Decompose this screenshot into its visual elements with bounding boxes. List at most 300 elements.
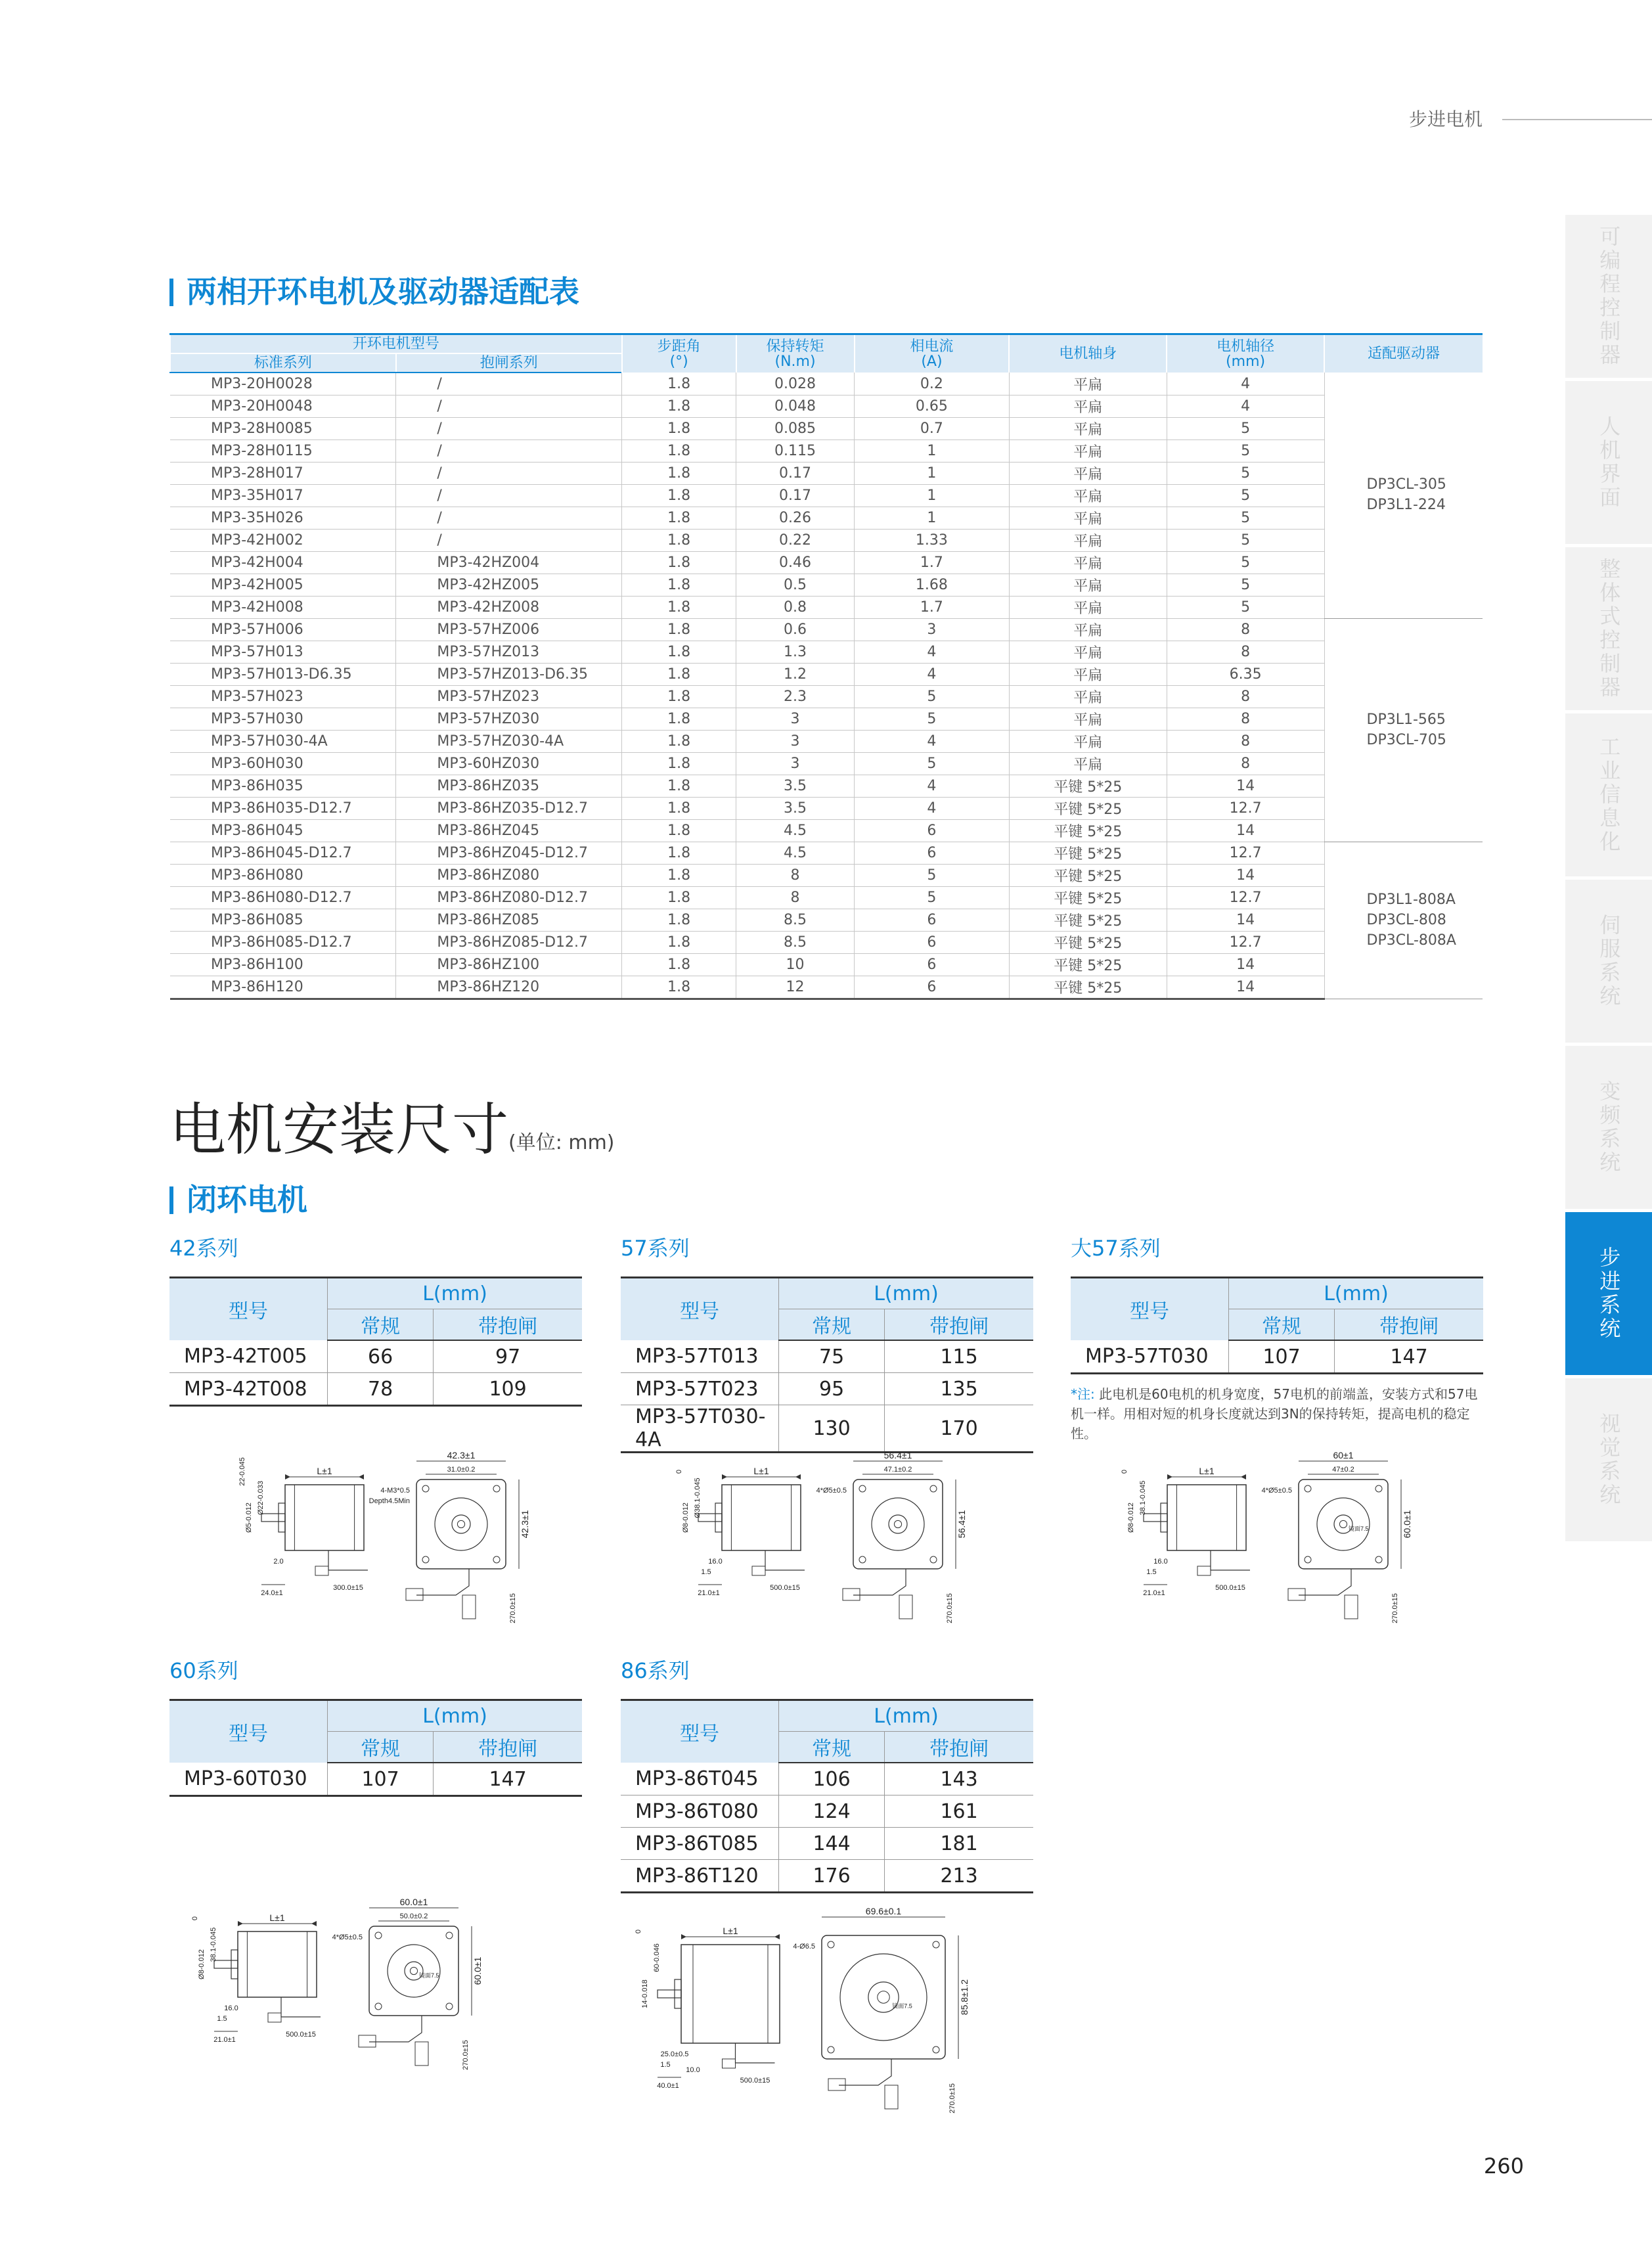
dimension-label: L±1 <box>723 1926 738 1936</box>
phase-current-cell: 1.7 <box>855 552 1010 574</box>
shaft-diameter-cell: 14 <box>1167 954 1324 976</box>
shaft-cell: 平键 5*25 <box>1009 954 1167 976</box>
brake-model-cell: MP3-86HZ035 <box>396 775 622 798</box>
brake-model-cell: / <box>396 395 622 418</box>
size-header-normal: 常规 <box>779 1309 885 1341</box>
driver-model: DP3L1-808A <box>1366 891 1456 908</box>
step-angle-cell: 1.8 <box>622 485 736 507</box>
shaft-diameter-cell: 5 <box>1167 574 1324 597</box>
phase-current-cell: 6 <box>855 820 1010 842</box>
shaft-diameter-cell: 14 <box>1167 820 1324 842</box>
header-driver: 适配驱动器 <box>1324 334 1483 373</box>
holding-torque-cell: 0.028 <box>736 373 855 395</box>
size-row <box>621 1340 1033 1373</box>
shaft-cell: 平键 5*25 <box>1009 865 1167 887</box>
shaft-cell: 平扁 <box>1009 507 1167 530</box>
header-step-angle: 步距角 (°) <box>622 334 736 373</box>
driver-model: DP3CL-705 <box>1366 731 1446 748</box>
motor-body-side <box>285 1485 364 1550</box>
sidenav-item-5[interactable]: 变频系统 <box>1565 1046 1652 1209</box>
dimension-label: 42.3±1 <box>447 1450 476 1460</box>
step-angle-cell: 1.8 <box>622 909 736 932</box>
compat-row <box>170 574 1483 597</box>
standard-model-cell: MP3-86H120 <box>170 976 396 999</box>
drawing-57-series <box>675 1450 983 1629</box>
size-brake-cell: 147 <box>434 1763 582 1796</box>
holding-torque-cell: 0.115 <box>736 440 855 463</box>
series-57-length-table <box>621 1276 1033 1453</box>
standard-model-cell: MP3-42H008 <box>170 597 396 619</box>
phase-current-cell: 1 <box>855 440 1010 463</box>
brake-model-cell: MP3-86HZ045 <box>396 820 622 842</box>
compat-row <box>170 664 1483 686</box>
dimension-label: Depth4.5Min <box>368 1497 410 1505</box>
size-header-brake: 带抱闸 <box>885 1309 1033 1341</box>
compat-row <box>170 373 1483 395</box>
size-normal-cell: 144 <box>779 1828 885 1860</box>
series-big57-title: 大57系列 <box>1071 1236 1161 1261</box>
holding-torque-cell: 10 <box>736 954 855 976</box>
dimension-label: 38.1-0.045 <box>210 1927 217 1962</box>
shaft-diameter-cell: 8 <box>1167 686 1324 708</box>
standard-model-cell: MP3-60H030 <box>170 753 396 775</box>
brake-model-cell: MP3-86HZ100 <box>396 954 622 976</box>
compat-row <box>170 440 1483 463</box>
shaft-diameter-cell: 5 <box>1167 463 1324 485</box>
size-header-model: 型号 <box>169 1700 328 1763</box>
page-header-title: 步进电机 <box>1408 108 1483 130</box>
step-angle-cell: 1.8 <box>622 775 736 798</box>
step-angle-cell: 1.8 <box>622 976 736 999</box>
drawing-42-series <box>238 1450 547 1629</box>
size-normal-cell: 106 <box>779 1763 885 1795</box>
size-header-brake: 带抱闸 <box>885 1732 1033 1763</box>
dimension-label: L±1 <box>1199 1466 1215 1476</box>
step-angle-cell: 1.8 <box>622 507 736 530</box>
motor-shaft <box>698 1514 722 1522</box>
holding-torque-cell: 8.5 <box>736 932 855 954</box>
holding-torque-cell: 2.3 <box>736 686 855 708</box>
dimension-label: 10.0 <box>686 2066 700 2074</box>
sidenav-item-0[interactable]: 可编程控制器 <box>1565 215 1652 378</box>
dimension-label: 2.0 <box>273 1558 284 1566</box>
shaft-cell: 平扁 <box>1009 440 1167 463</box>
phase-current-cell: 5 <box>855 708 1010 731</box>
compat-row <box>170 530 1483 552</box>
driver-model: DP3L1-224 <box>1366 497 1446 514</box>
phase-current-cell: 6 <box>855 909 1010 932</box>
phase-current-cell: 1 <box>855 485 1010 507</box>
compat-row <box>170 395 1483 418</box>
size-row <box>621 1795 1033 1828</box>
dimension-label: 40.0±1 <box>657 2082 679 2090</box>
drawing-86-series <box>634 1906 970 2115</box>
standard-model-cell: MP3-86H045-D12.7 <box>170 842 396 865</box>
brake-model-cell: MP3-60HZ030 <box>396 753 622 775</box>
sidenav-item-4[interactable]: 伺服系统 <box>1565 880 1652 1043</box>
dimension-label: Ø22-0.033 <box>257 1481 265 1515</box>
phase-current-cell: 1.33 <box>855 530 1010 552</box>
series-60-title: 60系列 <box>169 1658 238 1683</box>
compat-row <box>170 507 1483 530</box>
size-brake-cell: 143 <box>885 1763 1033 1795</box>
shaft-diameter-cell: 12.7 <box>1167 887 1324 909</box>
dimension-label: 4-M3*0.5 <box>380 1487 410 1495</box>
note-text: 此电机是60电机的机身宽度，57电机的前端盖，安装方式和57电机一样。用相对短的机身长度就达到3N的保持转矩，提高电机的稳定性。 <box>1071 1386 1478 1441</box>
phase-current-cell: 5 <box>855 865 1010 887</box>
dimension-label: 镜面7.5 <box>892 2002 912 2010</box>
shaft-cell: 平扁 <box>1009 686 1167 708</box>
compat-row <box>170 686 1483 708</box>
shaft-cell: 平扁 <box>1009 552 1167 574</box>
dimension-label: 22-0.045 <box>238 1457 246 1486</box>
shaft-diameter-cell: 14 <box>1167 775 1324 798</box>
dimension-label: 270.0±15 <box>1391 1593 1399 1623</box>
step-angle-cell: 1.8 <box>622 552 736 574</box>
compat-row <box>170 485 1483 507</box>
brake-model-cell: MP3-86HZ080 <box>396 865 622 887</box>
driver-model: DP3CL-305 <box>1366 476 1446 493</box>
shaft-cell: 平键 5*25 <box>1009 775 1167 798</box>
dimension-label: 85.8±1.2 <box>959 1979 970 2016</box>
series-60-length-table <box>169 1699 582 1797</box>
dimension-label: 镜面7.5 <box>419 1972 439 1979</box>
holding-torque-cell: 0.46 <box>736 552 855 574</box>
standard-model-cell: MP3-57H030-4A <box>170 731 396 753</box>
compat-row <box>170 619 1483 641</box>
step-angle-cell: 1.8 <box>622 619 736 641</box>
compat-row <box>170 731 1483 753</box>
phase-current-cell: 5 <box>855 686 1010 708</box>
dimension-label: 25.0±0.5 <box>660 2050 689 2058</box>
compat-row <box>170 798 1483 820</box>
dimension-label: 4*Ø5±0.5 <box>1261 1487 1292 1495</box>
shaft-diameter-cell: 8 <box>1167 619 1324 641</box>
brake-model-cell: / <box>396 440 622 463</box>
dimension-label: 42.3±1 <box>520 1510 530 1539</box>
brake-model-cell: MP3-86HZ045-D12.7 <box>396 842 622 865</box>
shaft-cell: 平键 5*25 <box>1009 909 1167 932</box>
holding-torque-cell: 8.5 <box>736 909 855 932</box>
brake-model-cell: / <box>396 530 622 552</box>
shaft-cell: 平扁 <box>1009 731 1167 753</box>
step-angle-cell: 1.8 <box>622 932 736 954</box>
phase-current-cell: 4 <box>855 664 1010 686</box>
phase-current-cell: 1 <box>855 463 1010 485</box>
header-phase-current: 相电流 (A) <box>855 334 1010 373</box>
sidenav-item-3[interactable]: 工业信息化 <box>1565 713 1652 876</box>
phase-current-cell: 6 <box>855 976 1010 999</box>
dimension-label: Ø8-0.012 <box>1127 1502 1135 1533</box>
shaft-diameter-cell: 5 <box>1167 597 1324 619</box>
standard-model-cell: MP3-42H005 <box>170 574 396 597</box>
header-shaft: 电机轴身 <box>1009 334 1167 373</box>
shaft-cell: 平扁 <box>1009 463 1167 485</box>
size-normal-cell: 124 <box>779 1795 885 1828</box>
series-42-length-table <box>169 1276 582 1407</box>
phase-current-cell: 6 <box>855 932 1010 954</box>
phase-current-cell: 1.7 <box>855 597 1010 619</box>
motor-shaft <box>261 1514 285 1522</box>
size-row <box>621 1373 1033 1405</box>
dimension-label: 0 <box>191 1916 199 1921</box>
shaft-diameter-cell: 5 <box>1167 418 1324 440</box>
step-angle-cell: 1.8 <box>622 395 736 418</box>
size-brake-cell: 97 <box>434 1340 582 1373</box>
driver-group-cell <box>1324 842 1483 999</box>
dimension-label: 60.0±1 <box>1402 1510 1412 1539</box>
brake-model-cell: / <box>396 485 622 507</box>
dimension-label: 270.0±15 <box>949 2083 956 2113</box>
size-header-length: L(mm) <box>779 1700 1034 1732</box>
size-brake-cell: 115 <box>885 1340 1033 1373</box>
size-model-cell: MP3-57T030 <box>1071 1340 1229 1374</box>
holding-torque-cell: 0.048 <box>736 395 855 418</box>
brake-model-cell: MP3-86HZ080-D12.7 <box>396 887 622 909</box>
shaft-diameter-cell: 12.7 <box>1167 932 1324 954</box>
step-angle-cell: 1.8 <box>622 708 736 731</box>
shaft-cell: 平扁 <box>1009 530 1167 552</box>
shaft-diameter-cell: 4 <box>1167 395 1324 418</box>
phase-current-cell: 6 <box>855 954 1010 976</box>
dimension-label: 1.5 <box>217 2015 227 2023</box>
size-brake-cell: 135 <box>885 1373 1033 1405</box>
size-normal-cell: 78 <box>328 1373 434 1406</box>
standard-model-cell: MP3-86H035 <box>170 775 396 798</box>
sidenav-item-6[interactable]: 步进系统 <box>1565 1212 1652 1375</box>
holding-torque-cell: 3 <box>736 708 855 731</box>
size-header-model: 型号 <box>621 1278 779 1341</box>
dimension-label: 60-0.046 <box>653 1943 661 1972</box>
shaft-cell: 平扁 <box>1009 574 1167 597</box>
size-header-brake: 带抱闸 <box>434 1732 582 1763</box>
page-number: 260 <box>1483 2154 1524 2179</box>
driver-group-cell <box>1324 619 1483 842</box>
shaft-diameter-cell: 8 <box>1167 753 1324 775</box>
holding-torque-cell: 1.3 <box>736 641 855 664</box>
standard-model-cell: MP3-86H100 <box>170 954 396 976</box>
dimension-label: 60±1 <box>1333 1450 1354 1460</box>
size-normal-cell: 107 <box>328 1763 434 1796</box>
compat-section-title: 两相开环电机及驱动器适配表 <box>169 268 579 311</box>
compat-row <box>170 842 1483 865</box>
dimension-label: 50.0±0.2 <box>399 1912 428 1920</box>
holding-torque-cell: 8 <box>736 887 855 909</box>
series-42-title: 42系列 <box>169 1236 238 1261</box>
shaft-diameter-cell: 4 <box>1167 373 1324 395</box>
brake-model-cell: / <box>396 507 622 530</box>
step-angle-cell: 1.8 <box>622 954 736 976</box>
size-normal-cell: 95 <box>779 1373 885 1405</box>
standard-model-cell: MP3-86H085-D12.7 <box>170 932 396 954</box>
dimensions-title: 电机安装尺寸(单位: mm) <box>169 1097 615 1163</box>
holding-torque-cell: 0.5 <box>736 574 855 597</box>
brake-model-cell: MP3-57HZ023 <box>396 686 622 708</box>
holding-torque-cell: 0.22 <box>736 530 855 552</box>
shaft-diameter-cell: 5 <box>1167 530 1324 552</box>
shaft-diameter-cell: 8 <box>1167 708 1324 731</box>
dimension-label: 69.6±0.1 <box>865 1906 902 1916</box>
size-model-cell: MP3-57T030-4A <box>621 1405 779 1453</box>
sidenav-item-1[interactable]: 人机界面 <box>1565 381 1652 544</box>
dimension-label: 300.0±15 <box>333 1584 363 1592</box>
holding-torque-cell: 3 <box>736 753 855 775</box>
sidenav-item-7[interactable]: 视觉系统 <box>1565 1378 1652 1541</box>
step-angle-cell: 1.8 <box>622 530 736 552</box>
brake-model-cell: / <box>396 373 622 395</box>
size-header-normal: 常规 <box>328 1309 434 1341</box>
standard-model-cell: MP3-42H004 <box>170 552 396 574</box>
size-header-model: 型号 <box>621 1700 779 1763</box>
phase-current-cell: 4 <box>855 798 1010 820</box>
standard-model-cell: MP3-35H026 <box>170 507 396 530</box>
brake-model-cell: MP3-57HZ013-D6.35 <box>396 664 622 686</box>
holding-torque-cell: 1.2 <box>736 664 855 686</box>
side-navigation <box>1565 215 1652 1545</box>
step-angle-cell: 1.8 <box>622 753 736 775</box>
size-header-length: L(mm) <box>328 1700 583 1732</box>
dimension-label: 16.0 <box>708 1558 723 1566</box>
phase-current-cell: 5 <box>855 753 1010 775</box>
driver-model: DP3L1-565 <box>1366 711 1446 728</box>
brake-model-cell: / <box>396 463 622 485</box>
compat-row <box>170 976 1483 999</box>
shaft-cell: 平扁 <box>1009 619 1167 641</box>
driver-model: DP3CL-808A <box>1366 932 1456 949</box>
size-header-normal: 常规 <box>328 1732 434 1763</box>
motor-driver-compat-table <box>169 333 1483 1000</box>
holding-torque-cell: 3.5 <box>736 798 855 820</box>
dimension-label: 1.5 <box>701 1568 711 1576</box>
step-angle-cell: 1.8 <box>622 641 736 664</box>
standard-model-cell: MP3-86H080 <box>170 865 396 887</box>
holding-torque-cell: 0.085 <box>736 418 855 440</box>
phase-current-cell: 0.7 <box>855 418 1010 440</box>
size-row <box>169 1340 582 1373</box>
driver-group-cell <box>1324 373 1483 619</box>
phase-current-cell: 0.65 <box>855 395 1010 418</box>
size-row <box>621 1828 1033 1860</box>
dimension-label: 21.0±1 <box>698 1589 720 1597</box>
step-angle-cell: 1.8 <box>622 574 736 597</box>
dimension-drawing-svg <box>238 1450 547 1629</box>
sidenav-item-2[interactable]: 整体式控制器 <box>1565 547 1652 710</box>
dimension-label: 21.0±1 <box>1143 1589 1165 1597</box>
standard-model-cell: MP3-28H0115 <box>170 440 396 463</box>
shaft-diameter-cell: 14 <box>1167 865 1324 887</box>
title-bar-marker <box>169 279 173 306</box>
dimension-label: 16.0 <box>1153 1558 1168 1566</box>
holding-torque-cell: 3.5 <box>736 775 855 798</box>
holding-torque-cell: 0.26 <box>736 507 855 530</box>
shaft-cell: 平扁 <box>1009 641 1167 664</box>
step-angle-cell: 1.8 <box>622 597 736 619</box>
standard-model-cell: MP3-35H017 <box>170 485 396 507</box>
dimension-label: 270.0±15 <box>946 1593 954 1623</box>
holding-torque-cell: 0.8 <box>736 597 855 619</box>
shaft-cell: 平扁 <box>1009 708 1167 731</box>
motor-body-side <box>681 1945 780 2043</box>
holding-torque-cell: 0.17 <box>736 463 855 485</box>
phase-current-cell: 4 <box>855 731 1010 753</box>
size-brake-cell: 147 <box>1335 1340 1483 1374</box>
dimension-drawing-svg <box>634 1906 970 2115</box>
drawing-60-series <box>190 1897 499 2076</box>
compat-row <box>170 753 1483 775</box>
motor-shaft <box>214 1960 238 1968</box>
dimension-label: 56.4±1 <box>956 1510 967 1539</box>
step-angle-cell: 1.8 <box>622 820 736 842</box>
dimension-label: 1.5 <box>1146 1568 1157 1576</box>
compat-row <box>170 820 1483 842</box>
size-header-length: L(mm) <box>1229 1278 1484 1309</box>
dimension-label: 4-Ø6.5 <box>793 1943 815 1951</box>
size-row <box>621 1860 1033 1893</box>
shaft-cell: 平键 5*25 <box>1009 887 1167 909</box>
holding-torque-cell: 4.5 <box>736 820 855 842</box>
step-angle-cell: 1.8 <box>622 664 736 686</box>
holding-torque-cell: 0.6 <box>736 619 855 641</box>
standard-model-cell: MP3-28H017 <box>170 463 396 485</box>
brake-model-cell: / <box>396 418 622 440</box>
size-row <box>1071 1340 1483 1374</box>
step-angle-cell: 1.8 <box>622 440 736 463</box>
shaft-diameter-cell: 8 <box>1167 731 1324 753</box>
dimension-label: 21.0±1 <box>213 2036 236 2044</box>
dimension-label: 500.0±15 <box>770 1584 800 1592</box>
brake-model-cell: MP3-57HZ030 <box>396 708 622 731</box>
holding-torque-cell: 8 <box>736 865 855 887</box>
motor-front-flange <box>369 1926 458 2016</box>
dimension-label: L±1 <box>269 1912 285 1923</box>
shaft-cell: 平扁 <box>1009 664 1167 686</box>
shaft-diameter-cell: 14 <box>1167 909 1324 932</box>
dimension-label: Ø38.1-0.045 <box>694 1478 702 1518</box>
compat-row <box>170 418 1483 440</box>
compat-row <box>170 909 1483 932</box>
size-header-model: 型号 <box>1071 1278 1229 1341</box>
step-angle-cell: 1.8 <box>622 686 736 708</box>
motor-front-flange <box>1299 1479 1388 1569</box>
step-angle-cell: 1.8 <box>622 731 736 753</box>
dimension-label: 31.0±0.2 <box>447 1466 476 1474</box>
size-header-normal: 常规 <box>779 1732 885 1763</box>
phase-current-cell: 3 <box>855 619 1010 641</box>
standard-model-cell: MP3-20H0048 <box>170 395 396 418</box>
phase-current-cell: 0.2 <box>855 373 1010 395</box>
brake-model-cell: MP3-57HZ006 <box>396 619 622 641</box>
size-normal-cell: 176 <box>779 1860 885 1893</box>
shaft-cell: 平扁 <box>1009 395 1167 418</box>
shaft-cell: 平键 5*25 <box>1009 932 1167 954</box>
shaft-diameter-cell: 12.7 <box>1167 842 1324 865</box>
shaft-diameter-cell: 5 <box>1167 485 1324 507</box>
compat-row <box>170 597 1483 619</box>
size-model-cell: MP3-57T023 <box>621 1373 779 1405</box>
size-model-cell: MP3-60T030 <box>169 1763 328 1796</box>
shaft-cell: 平扁 <box>1009 597 1167 619</box>
size-header-length: L(mm) <box>779 1278 1034 1309</box>
size-brake-cell: 109 <box>434 1373 582 1406</box>
standard-model-cell: MP3-42H002 <box>170 530 396 552</box>
compat-row <box>170 775 1483 798</box>
series-86-title: 86系列 <box>621 1658 690 1683</box>
standard-model-cell: MP3-57H013-D6.35 <box>170 664 396 686</box>
size-model-cell: MP3-42T005 <box>169 1340 328 1373</box>
phase-current-cell: 4 <box>855 775 1010 798</box>
dimension-label: Ø8-0.012 <box>682 1502 690 1533</box>
header-standard-series: 标准系列 <box>170 353 396 373</box>
